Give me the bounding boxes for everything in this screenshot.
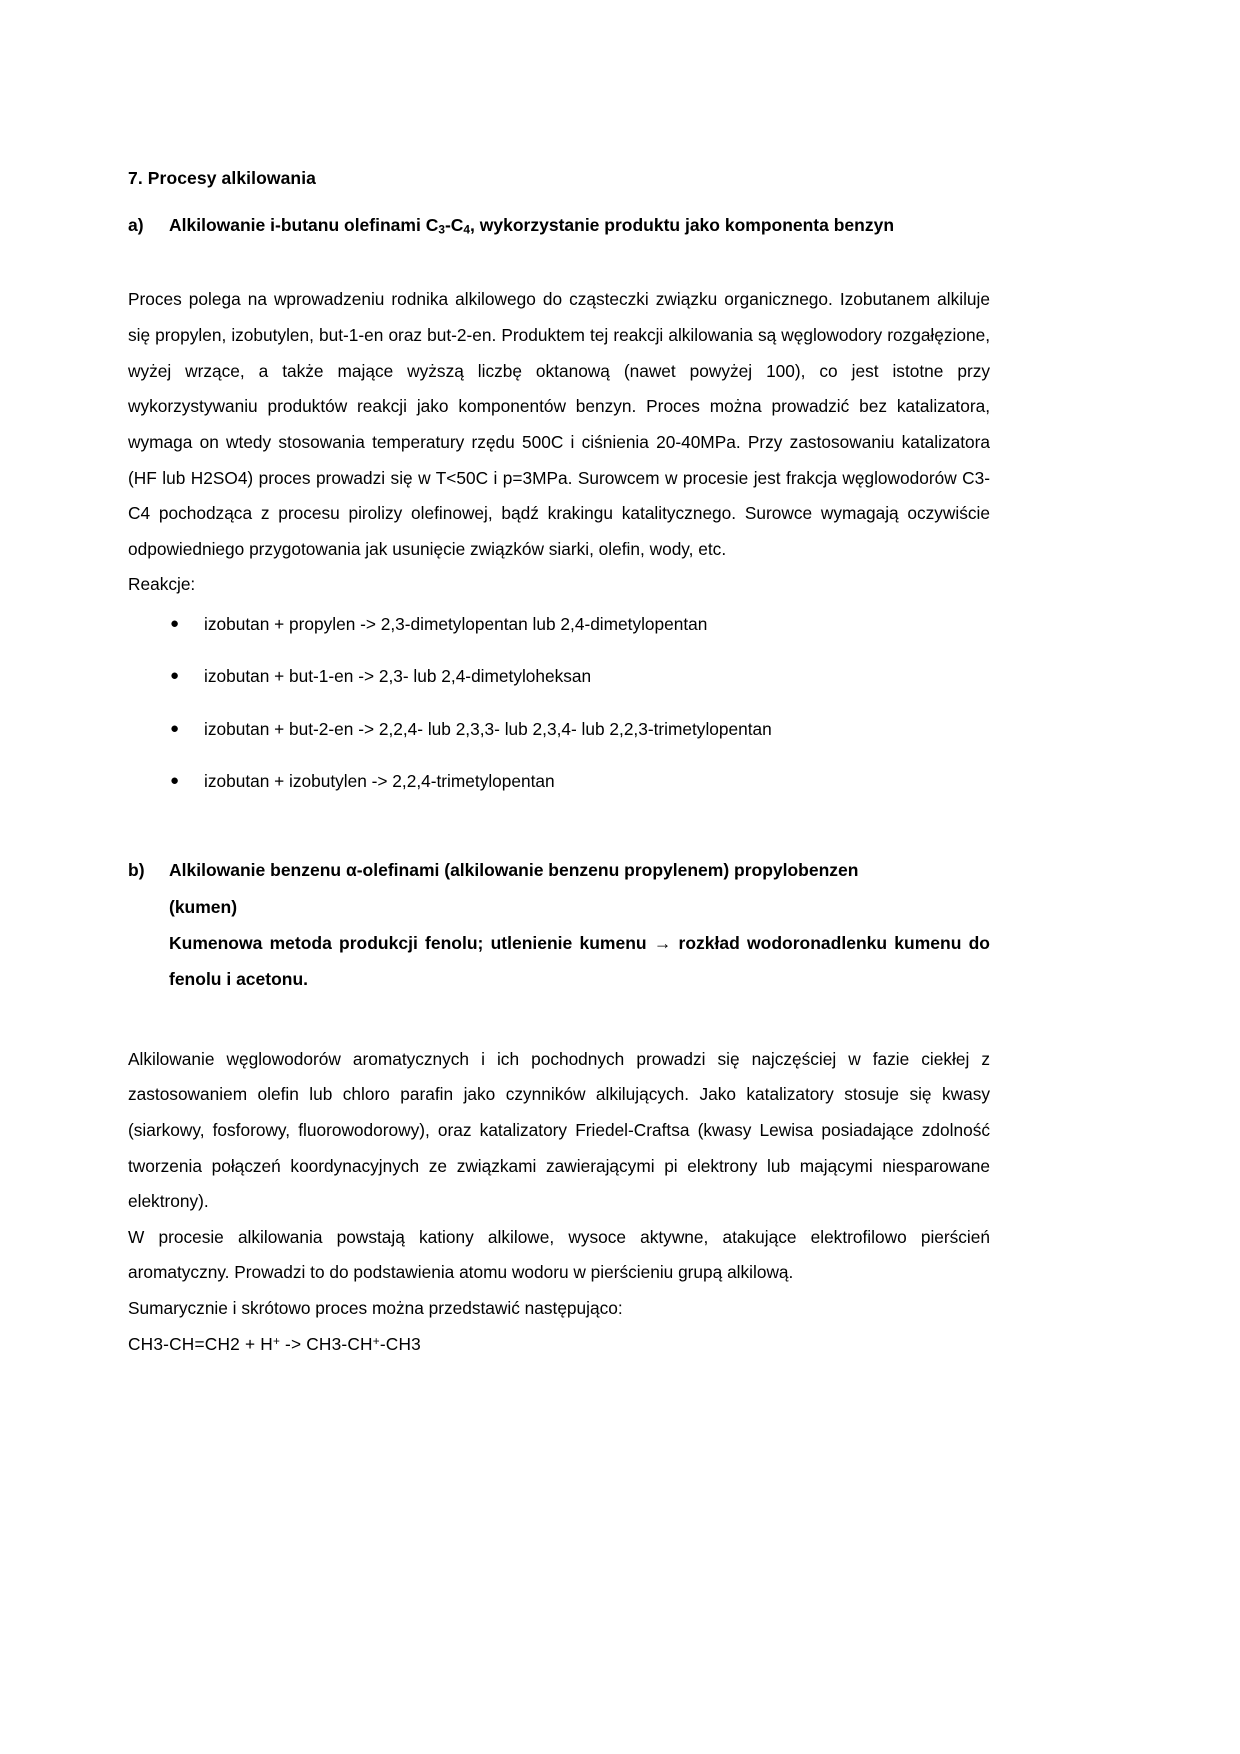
list-item [128, 718, 990, 741]
spacer [128, 997, 990, 1042]
spacer [128, 822, 990, 852]
paragraph-aromatic: Alkilowanie węglowodorów aromatycznych i ich pochodnych prowadzi się najczęściej w fazie ciekłej z zastosowaniem olefin lub chloro parafin jako czynników alkilujących. Jako katalizatory stosuje się kwasy (siarkowy, fosforowy, fluorowodorowy), oraz katalizatory Friedel-Craftsa (kwasy Lewisa posiadające zdolność tworzenia połączeń koordynacyjnych ze związkami zawierającymi pi elektrony lub mającymi niesparowane elektrony). [128, 1048, 990, 1212]
list-item [128, 770, 990, 793]
section-b-line-3: Kumenowa metoda produkcji fenolu; utlenienie kumenu → rozkład wodoronadlenku kumenu do fenolu i acetonu. [169, 932, 990, 989]
section-b-marker: b) [128, 860, 145, 881]
spacer [128, 237, 990, 282]
list-item [128, 613, 990, 636]
section-b-line-1: Alkilowanie benzenu α-olefinami (alkilowanie benzenu propylenem) propylobenzen [169, 860, 859, 881]
superscript-plus: + [272, 1334, 280, 1348]
list-item-label: izobutan + but-1-en -> 2,3- lub 2,4-dimetyloheksan [204, 666, 592, 687]
bullet-icon: ● [170, 771, 180, 789]
chemical-equation: CH3-CH=CH2 + H+ -> CH3-CH+-CH3 [128, 1333, 421, 1354]
bullet-icon: ● [170, 614, 180, 632]
section-a-heading [128, 215, 990, 237]
bullet-icon: ● [170, 667, 180, 685]
list-item-label: izobutan + but-2-en -> 2,2,4- lub 2,3,3- lub 2,3,4- lub 2,2,3-trimetylopentan [204, 718, 772, 739]
document-body [128, 168, 990, 1362]
section-a-marker: a) [128, 215, 144, 235]
bullet-icon: ● [170, 719, 180, 737]
subscript-4: 4 [463, 222, 471, 237]
section-b-method [128, 925, 990, 997]
paragraph-intro: Proces polega na wprowadzeniu rodnika alkilowego do cząsteczki związku organicznego. Izobutanem alkiluje się propylen, izobutylen, but-1-en oraz but-2-en. Produktem tej reakcji alkilowania są węglowodory rozgałęzione, wyżej wrzące, a także mające wyższą liczbę oktanową (nawet powyżej 100), co jest istotne przy wykorzystywaniu produktów reakcji jako komponentów benzyn. Proces można prowadzić bez katalizatora, wymaga on wtedy stosowania temperatury rzędu 500C i ciśnienia 20-40MPa. Przy zastosowaniu katalizatora (HF lub H2SO4) proces prowadzi się w T<50C i p=3MPa. Surowcem w procesie jest frakcja węglowodorów C3-C4 pochodząca z procesu pirolizy olefinowej, bądź krakingu katalitycznego. Surowce wymagają oczywiście odpowiedniego przygotowania jak usunięcie związków siarki, olefin, wody, etc. [128, 289, 990, 559]
reactions-list [128, 613, 990, 793]
paragraph-summary: Sumarycznie i skrótowo proces można przedstawić następująco: [128, 1298, 623, 1319]
section-b-line-2: (kumen) [169, 896, 238, 917]
page-title: 7. Procesy alkilowania [128, 168, 316, 188]
paragraph-cations: W procesie alkilowania powstają kationy alkilowe, wysoce aktywne, atakujące elektrofilowo pierścień aromatyczny. Prowadzi to do podstawienia atomu wodoru w pierścieniu grupą alkilową. [128, 1226, 990, 1283]
section-b-heading [128, 852, 990, 888]
reactions-label: Reakcje: [128, 574, 196, 595]
list-item-label: izobutan + izobutylen -> 2,2,4-trimetylopentan [204, 771, 555, 792]
list-item-label: izobutan + propylen -> 2,3-dimetylopentan lub 2,4-dimetylopentan [204, 614, 708, 635]
list-item [128, 665, 990, 688]
subscript-3: 3 [438, 222, 445, 237]
section-b-subline [128, 889, 990, 925]
superscript-plus: + [372, 1334, 380, 1348]
section-a-title: Alkilowanie i-butanu olefinami $C_3-C_4$, wykorzystanie produktu jako komponenta benzyn [169, 215, 895, 237]
